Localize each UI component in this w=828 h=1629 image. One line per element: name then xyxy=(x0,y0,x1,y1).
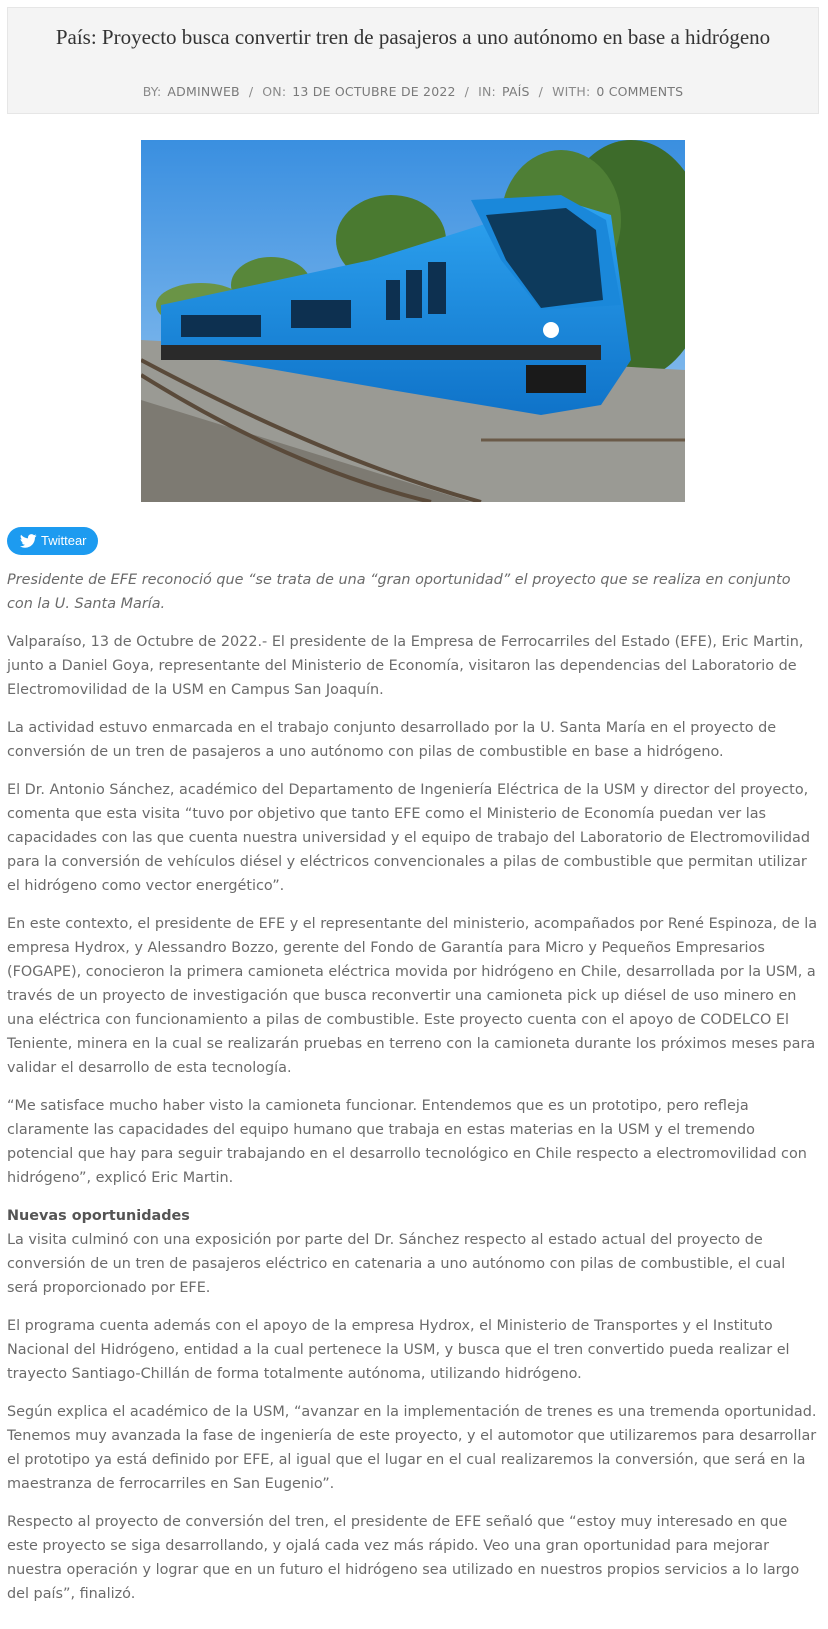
post-title: País: Proyecto busca convertir tren de pasajeros a uno autónomo en base a hidrógeno xyxy=(55,25,771,49)
meta-in-label: IN: xyxy=(478,84,496,99)
article-paragraph: Según explica el académico de la USM, “avanzar en la implementación de trenes es una tremenda oportunidad. Tenemos muy avanzada la fase de ingeniería de este proyecto, y el automotor que utilizaremos para desarrollar el prototipo ya está definido por EFE, al igual que el lugar en el cual realizaremos la conversión, que será en la maestranza de ferrocarriles en San Eugenio”. xyxy=(7,1404,817,1492)
article-paragraph: “Me satisface mucho haber visto la camioneta funcionar. Entendemos que es un prototipo, pero refleja claramente las capacidades del equipo humano que trabaja en estas materias en la USM y el tremendo potencial que hay para seguir trabajando en el desarrollo tecnológico en Chile respecto a electromovilidad con hidrógeno”, explicó Eric Martin. xyxy=(7,1098,807,1186)
article-subheading: Nuevas oportunidades xyxy=(7,1208,190,1224)
meta-category-link[interactable]: PAÍS xyxy=(501,84,530,99)
train-photo xyxy=(141,140,685,502)
twitter-share-button[interactable] xyxy=(7,527,98,555)
article-paragraph: La visita culminó con una exposición por parte del Dr. Sánchez respecto al estado actual del proyecto de conversión de un tren de pasajeros eléctrico en catenaria a uno autónomo con pilas de combustible, el cual será proporcionado por EFE. xyxy=(7,1232,786,1296)
article-paragraph: En este contexto, el presidente de EFE y el representante del ministerio, acompañados por René Espinoza, de la empresa Hydrox, y Alessandro Bozzo, gerente del Fondo de Garantía para Micro y Pequeños Empresarios (FOGAPE), conocieron la primera camioneta eléctrica movida por hidrógeno en Chile, desarrollada por la USM, a través de un proyecto de investigación que busca reconvertir una camioneta pick up diésel de uso minero en una eléctrica con funcionamiento a pilas de combustible. Este proyecto cuenta con el apoyo de CODELCO El Teniente, minera en la cual se realizarán pruebas en terreno con la camioneta durante los próximos meses para validar el desarrollo de esta tecnología. xyxy=(7,916,818,1076)
article-section xyxy=(7,1204,819,1300)
article-paragraph: Respecto al proyecto de conversión del tren, el presidente de EFE señaló que “estoy muy interesado en que este proyecto se siga desarrollando, y ojalá cada vez más rápido. Veo una gran oportunidad para mejorar nuestra operación y lograr que en un futuro el hidrógeno sea utilizado en nuestros propios servicios a lo largo del país”, finalizó. xyxy=(7,1514,800,1602)
article-paragraph: El programa cuenta además con el apoyo de la empresa Hydrox, el Ministerio de Transportes y el Instituto Nacional del Hidrógeno, entidad a la cual pertenece la USM, y busca que el tren convertido pueda realizar el trayecto Santiago-Chillán de forma totalmente autónoma, utilizando hidrógeno. xyxy=(7,1318,790,1382)
meta-with-label: WITH: xyxy=(552,84,591,99)
meta-author-link[interactable]: ADMINWEB xyxy=(167,84,240,99)
post-header xyxy=(7,7,819,114)
meta-comments-link[interactable]: 0 COMMENTS xyxy=(596,84,684,99)
meta-date: 13 DE OCTUBRE DE 2022 xyxy=(292,84,456,99)
article-lead: Presidente de EFE reconoció que “se trata de una “gran oportunidad” el proyecto que se realiza en conjunto con la U. Santa María. xyxy=(7,572,791,612)
article-paragraph: El Dr. Antonio Sánchez, académico del Departamento de Ingeniería Eléctrica de la USM y director del proyecto, comenta que esta visita “tuvo por objetivo que tanto EFE como el Ministerio de Economía puedan ver las capacidades con las que cuenta nuestra universidad y el equipo de trabajo del Laboratorio de Electromovilidad para la conversión de vehículos diésel y eléctricos convencionales a pilas de combustible que permitan utilizar el hidrógeno como vector energético”. xyxy=(7,782,810,894)
meta-on-label: ON: xyxy=(262,84,287,99)
twitter-bird-icon xyxy=(20,534,37,548)
article-body xyxy=(7,568,819,1620)
article-paragraph: La actividad estuvo enmarcada en el trabajo conjunto desarrollado por la U. Santa María en el proyecto de conversión de un tren de pasajeros a uno autónomo con pilas de combustible en base a hidrógeno. xyxy=(7,720,777,760)
article-paragraph: Valparaíso, 13 de Octubre de 2022.- El presidente de la Empresa de Ferrocarriles del Estado (EFE), Eric Martin, junto a Daniel Goya, representante del Ministerio de Economía, visitaron las dependencias del Laboratorio de Electromovilidad de la USM en Campus San Joaquín. xyxy=(7,634,804,698)
meta-separator: / xyxy=(538,84,544,99)
twitter-share-label: Twittear xyxy=(41,533,87,548)
meta-separator: / xyxy=(464,84,470,99)
meta-by-label: BY: xyxy=(142,84,162,99)
meta-separator: / xyxy=(248,84,254,99)
post-meta xyxy=(8,84,818,99)
